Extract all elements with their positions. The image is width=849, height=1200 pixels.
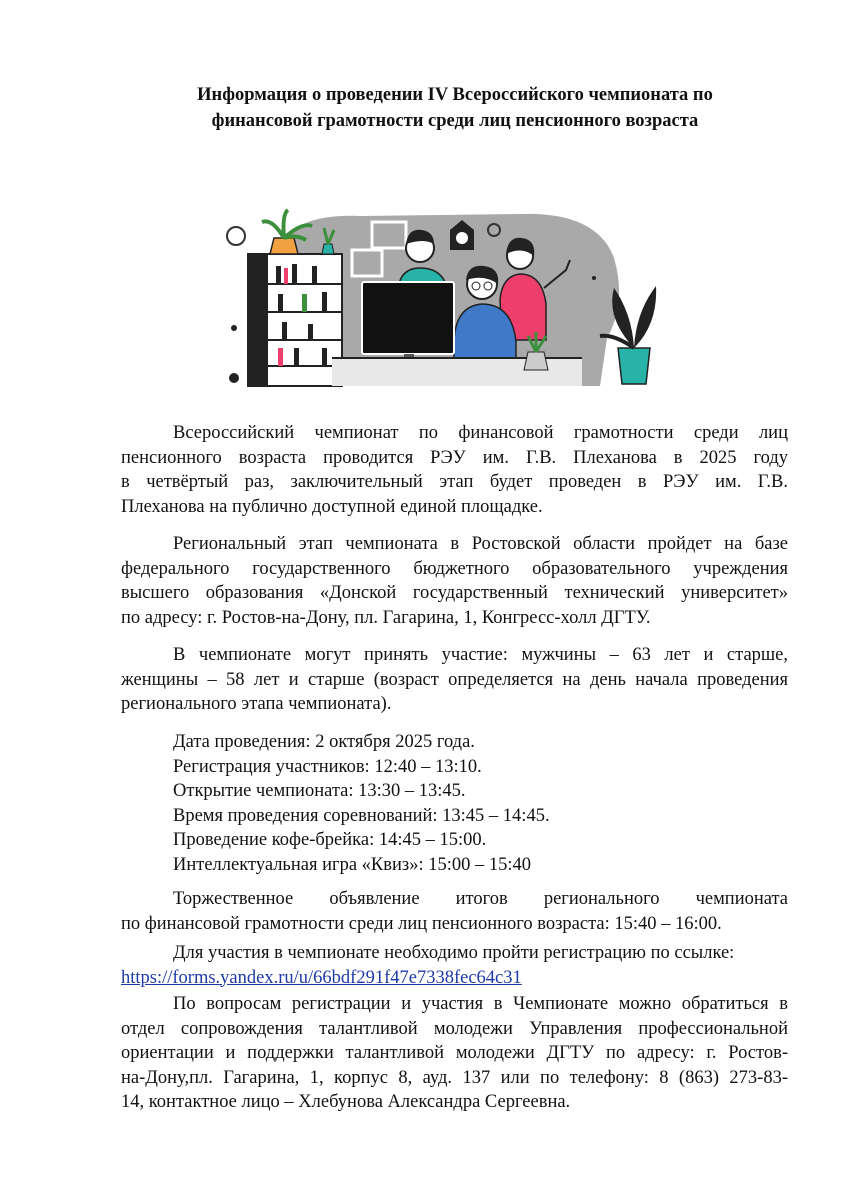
awards-paragraph [121, 887, 788, 936]
paragraph-3 [121, 643, 788, 717]
schedule-item: Время проведения соревнований: 13:45 – 14:45. [173, 805, 550, 826]
p3-line: женщины – 58 лет и старше (возраст определяется на день начала проведения [121, 669, 788, 690]
p3-line: В чемпионате могут принять участие: мужчины – 63 лет и старше, [173, 645, 788, 665]
registration-paragraph [121, 941, 788, 990]
contacts-line: 14, контактное лицо – Хлебунова Александра Сергеевна. [121, 1092, 571, 1112]
schedule-item: Дата проведения: 2 октября 2025 года. [173, 732, 475, 752]
p1-line: Плеханова на публично доступной единой площадке. [121, 496, 543, 517]
paragraph-2 [121, 532, 788, 630]
p1-line: пенсионного возраста проводится РЭУ им. Г.В. Плеханова в 2025 году [121, 447, 788, 468]
contacts-line: По вопросам регистрации и участия в Чемпионате можно обратиться в [173, 994, 788, 1014]
p2-line: федерального государственного бюджетного образовательного учреждения [121, 558, 788, 579]
schedule-item: Интеллектуальная игра «Квиз»: 15:00 – 15:40 [173, 854, 532, 875]
contacts-line: ориентации и поддержки талантливой молодежи ДГТУ по адресу: г. Ростов- [121, 1043, 788, 1063]
schedule-list [173, 730, 550, 877]
people-at-computer-illustration [222, 208, 664, 390]
p2-line: высшего образования «Донской государственный технический университет» [121, 583, 788, 603]
schedule-item: Проведение кофе-брейка: 14:45 – 15:00. [173, 830, 487, 850]
p1-line: Всероссийский чемпионат по финансовой грамотности среди лиц [173, 423, 788, 443]
registration-text: Для участия в чемпионате необходимо пройти регистрацию по ссылке: [173, 943, 735, 963]
awards-line: по финансовой грамотности среди лиц пенсионного возраста: 15:40 – 16:00. [121, 913, 722, 934]
p2-line: по адресу: г. Ростов-на-Дону, пл. Гагарина, 1, Конгресс-холл ДГТУ. [121, 607, 651, 628]
awards-line: Торжественное объявление итогов регионального чемпионата [173, 889, 788, 909]
contacts-paragraph [121, 992, 788, 1115]
contacts-line: на-Дону,пл. Гагарина, 1, корпус 8, ауд. 137 или по телефону: 8 (863) 273-83- [121, 1067, 788, 1088]
p2-line: Региональный этап чемпионата в Ростовской области пройдет на базе [173, 534, 788, 554]
schedule-item: Регистрация участников: 12:40 – 13:10. [173, 756, 482, 777]
schedule-item: Открытие чемпионата: 13:30 – 13:45. [173, 781, 466, 801]
p1-line: в четвёртый раз, заключительный этап будет проведен в РЭУ им. Г.В. [121, 472, 788, 492]
p3-line: регионального этапа чемпионата). [121, 694, 392, 714]
registration-link[interactable]: https://forms.yandex.ru/u/66bdf291f47e7338fec64c31 [121, 967, 522, 988]
paragraph-1 [121, 421, 788, 519]
title-line-1: Информация о проведении IV Всероссийского чемпионата по [197, 85, 713, 105]
document-title [120, 82, 790, 134]
title-line-2: финансовой грамотности среди лиц пенсионного возраста [211, 111, 699, 131]
contacts-line: отдел сопровождения талантливой молодежи Управления профессиональной [121, 1018, 788, 1039]
